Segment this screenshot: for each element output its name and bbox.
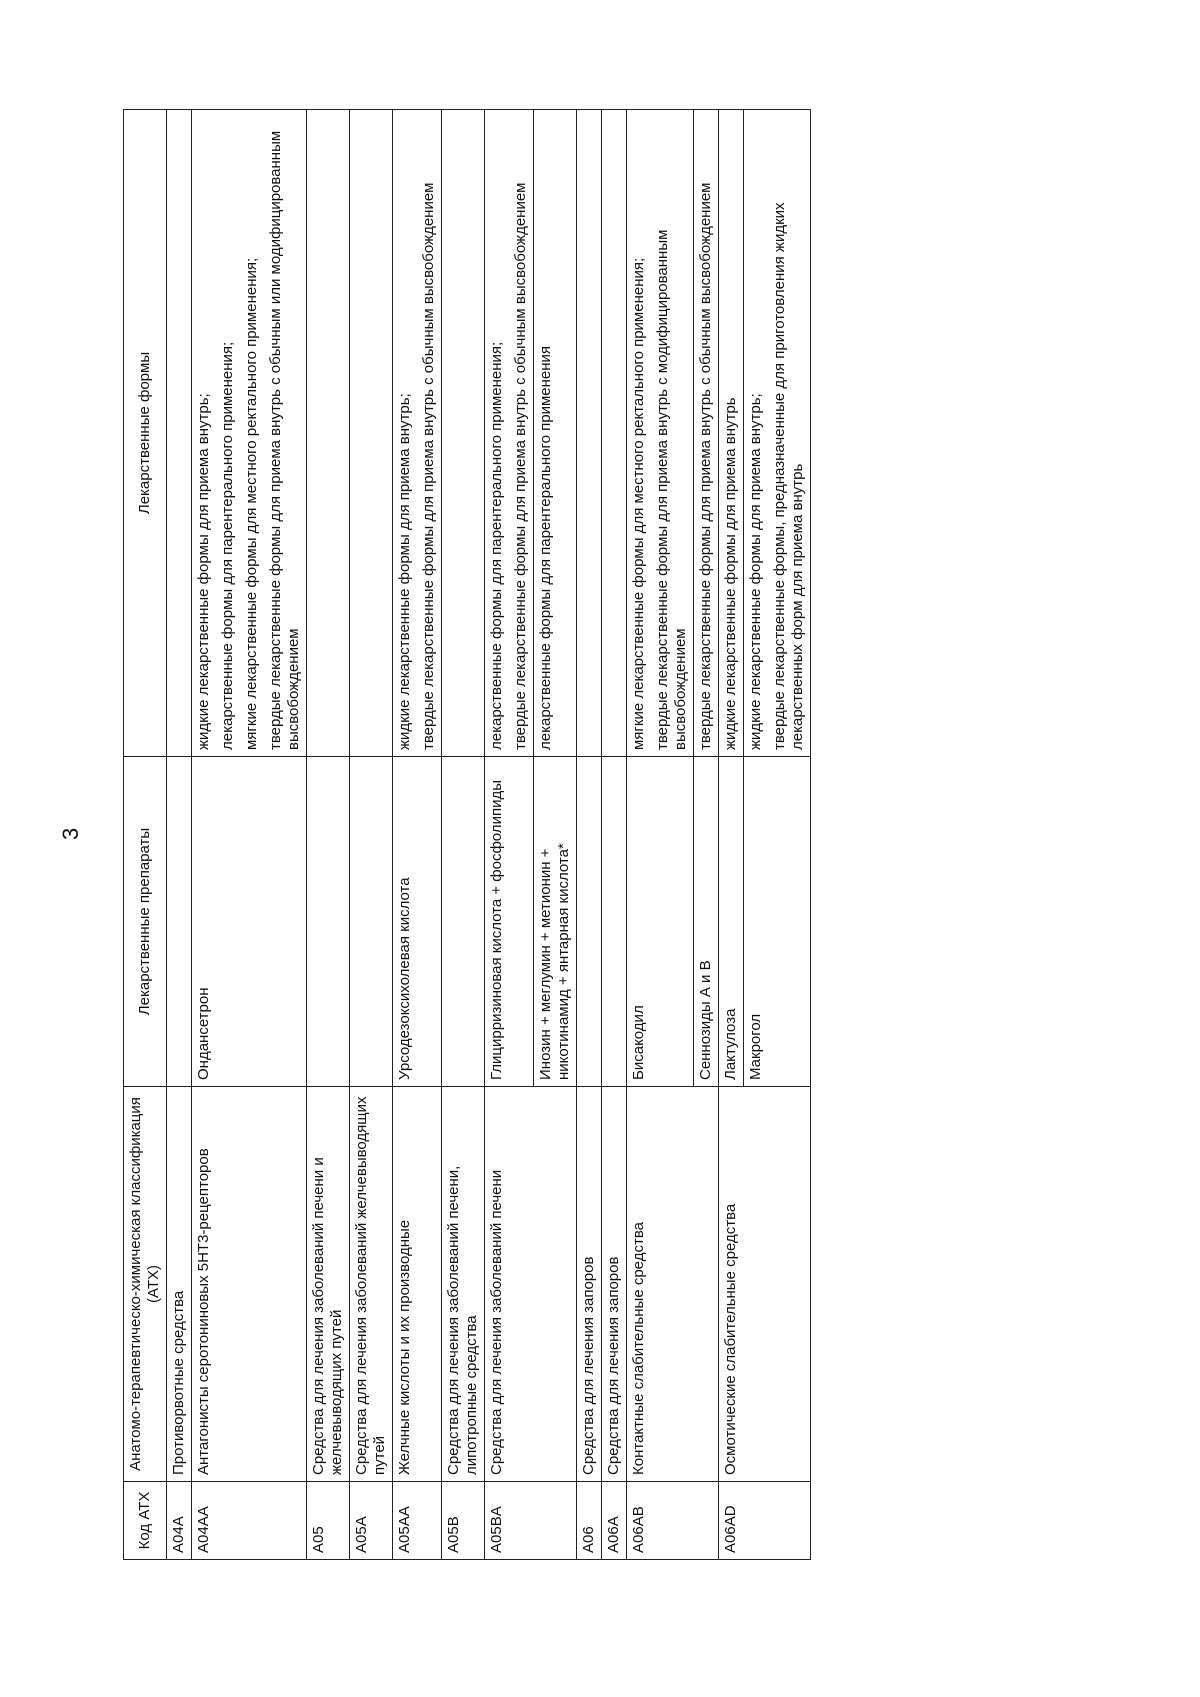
dosage-forms-cell	[744, 110, 811, 757]
table-row	[602, 110, 627, 1560]
dosage-forms-cell	[577, 110, 602, 757]
dosage-form-item: твердые лекарственные формы для приема внутрь с обычным высвобождением	[420, 182, 437, 750]
header-forms: Лекарственные формы	[124, 110, 167, 757]
table-row	[485, 110, 534, 1560]
drug-name-cell: Урсодезоксихолевая кислота	[393, 757, 442, 1087]
atc-code-cell: A06AB	[627, 1482, 719, 1560]
atc-classification-cell: Средства для лечения заболеваний желчевыводящих путей	[350, 1087, 393, 1482]
page-number: 3	[58, 827, 83, 840]
table-row	[307, 110, 350, 1560]
drug-name-cell	[602, 757, 627, 1087]
atc-code-cell: A04AA	[192, 1482, 307, 1560]
atc-classification-cell: Желчные кислоты и их производные	[393, 1087, 442, 1482]
drug-name-cell: Лактулоза	[719, 757, 744, 1087]
drug-name-cell: Макрогол	[744, 757, 811, 1087]
drug-name-cell: Инозин + меглумин + метионин + никотинамид + янтарная кислота*	[534, 757, 577, 1087]
drug-name-cell	[442, 757, 485, 1087]
dosage-form-item: твердые лекарственные формы, предназначенные для приготовления жидких лекарственных форм для приема внутрь	[771, 202, 806, 750]
drug-name-cell	[577, 757, 602, 1087]
dosage-forms-cell	[534, 110, 577, 757]
atc-code-cell: A05A	[350, 1482, 393, 1560]
atc-classification-cell: Средства для лечения запоров	[602, 1087, 627, 1482]
dosage-forms-cell	[694, 110, 719, 757]
drug-name-cell: Глицирризиновая кислота + фосфолипиды	[485, 757, 534, 1087]
atc-table	[123, 109, 811, 1560]
table-row	[577, 110, 602, 1560]
table-row	[719, 110, 744, 1560]
table-header-row	[124, 110, 167, 1560]
drug-name-cell	[307, 757, 350, 1087]
atc-classification-cell: Антагонисты серотониновых 5НТ3-рецепторов	[192, 1087, 307, 1482]
atc-code-cell: A06	[577, 1482, 602, 1560]
table-row	[167, 110, 192, 1560]
table-row	[627, 110, 694, 1560]
atc-code-cell: A06AD	[719, 1482, 811, 1560]
atc-code-cell: A05B	[442, 1482, 485, 1560]
atc-code-cell: A05BA	[485, 1482, 577, 1560]
dosage-form-item: лекарственные формы для парентерального применения;	[219, 341, 236, 750]
dosage-form-item: мягкие лекарственные формы для местного ректального применения;	[630, 257, 647, 750]
dosage-forms-cell	[485, 110, 534, 757]
table-body	[167, 110, 811, 1560]
drug-name-cell	[167, 757, 192, 1087]
dosage-forms-cell	[393, 110, 442, 757]
dosage-form-item: твердые лекарственные формы для приема внутрь с обычным или модифицированным высвобождением	[267, 130, 302, 750]
atc-classification-cell: Осмотические слабительные средства	[719, 1087, 811, 1482]
table-row	[192, 110, 307, 1560]
dosage-form-item: жидкие лекарственные формы для приема внутрь;	[747, 393, 764, 750]
dosage-forms-cell	[602, 110, 627, 757]
dosage-form-item: жидкие лекарственные формы для приема внутрь;	[195, 393, 212, 750]
atc-code-cell: A06A	[602, 1482, 627, 1560]
table-container	[123, 110, 1073, 1560]
table-row	[442, 110, 485, 1560]
dosage-form-item: твердые лекарственные формы для приема внутрь с обычным высвобождением	[512, 182, 529, 750]
dosage-forms-cell	[307, 110, 350, 757]
header-drugs: Лекарственные препараты	[124, 757, 167, 1087]
atc-classification-cell: Средства для лечения заболеваний печени	[485, 1087, 577, 1482]
atc-classification-cell: Контактные слабительные средства	[627, 1087, 719, 1482]
dosage-form-item: мягкие лекарственные формы для местного ректального применения;	[243, 257, 260, 750]
drug-name-cell: Ондансетрон	[192, 757, 307, 1087]
atc-code-cell: A04A	[167, 1482, 192, 1560]
atc-code-cell: A05AA	[393, 1482, 442, 1560]
drug-name-cell	[350, 757, 393, 1087]
dosage-forms-cell	[350, 110, 393, 757]
atc-classification-cell: Противорвотные средства	[167, 1087, 192, 1482]
table-row	[393, 110, 442, 1560]
atc-classification-cell: Средства для лечения заболеваний печени, липотропные средства	[442, 1087, 485, 1482]
dosage-form-item: твердые лекарственные формы для приема внутрь с обычным высвобождением	[697, 182, 714, 750]
dosage-forms-cell	[442, 110, 485, 757]
header-classification: Анатомо-терапевтическо-химическая классификация (АТХ)	[124, 1087, 167, 1482]
dosage-forms-cell	[192, 110, 307, 757]
dosage-form-item: жидкие лекарственные формы для приема внутрь	[722, 397, 739, 750]
dosage-form-item: лекарственные формы для парентерального применения	[537, 345, 554, 750]
atc-classification-cell: Средства для лечения заболеваний печени и желчевыводящих путей	[307, 1087, 350, 1482]
dosage-form-item: лекарственные формы для парентерального применения;	[488, 341, 505, 750]
drug-name-cell: Сеннозиды А и В	[694, 757, 719, 1087]
atc-code-cell: A05	[307, 1482, 350, 1560]
dosage-forms-cell	[719, 110, 744, 757]
dosage-forms-cell	[627, 110, 694, 757]
dosage-form-item: жидкие лекарственные формы для приема внутрь;	[396, 393, 413, 750]
dosage-forms-cell	[167, 110, 192, 757]
header-code: Код АТХ	[124, 1482, 167, 1560]
drug-name-cell: Бисакодил	[627, 757, 694, 1087]
table-row	[350, 110, 393, 1560]
atc-classification-cell: Средства для лечения запоров	[577, 1087, 602, 1482]
dosage-form-item: твердые лекарственные формы для приема внутрь с модифицированным высвобождением	[654, 229, 689, 750]
